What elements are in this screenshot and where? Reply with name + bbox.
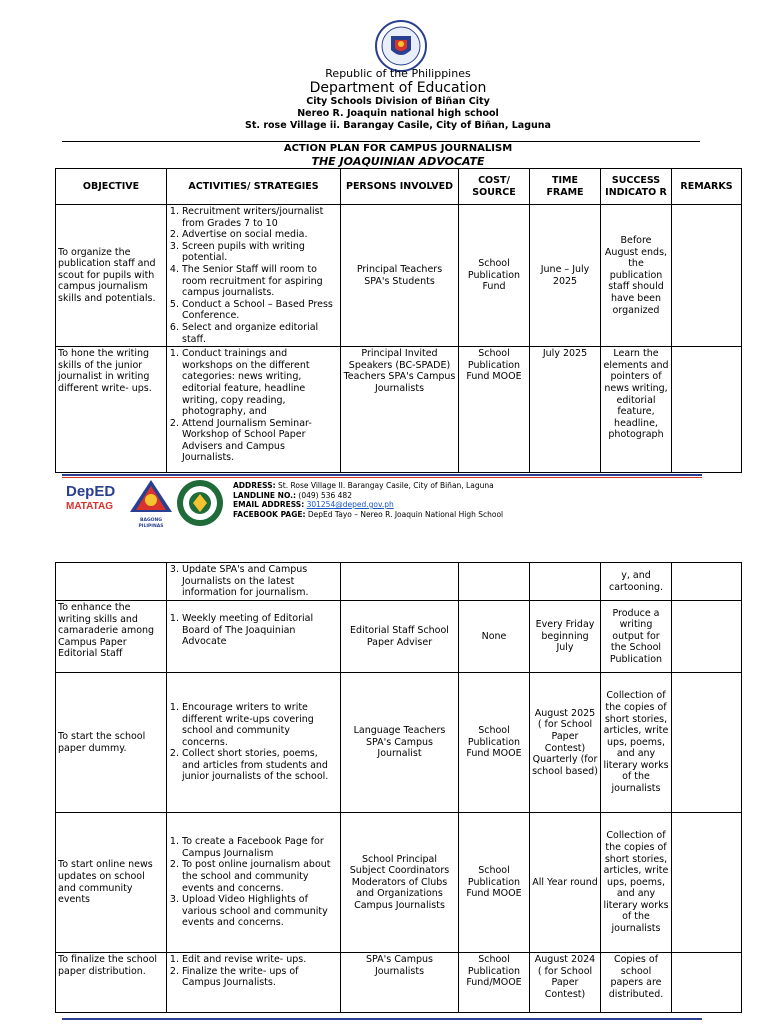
header-rule <box>62 141 700 142</box>
header-cost: COST/ SOURCE <box>459 169 530 205</box>
cost-cell: School Publication Fund MOOE <box>459 673 530 813</box>
cost-cell: School Publication Fund MOOE <box>459 347 530 473</box>
activity-item: 3. Screen pupils with writing potential. <box>182 241 338 264</box>
activity-item: 1. Encourage writers to write different write-ups covering school and community concerns. <box>182 702 338 748</box>
facebook-label: FACEBOOK PAGE: <box>233 509 306 519</box>
cost-cell <box>459 563 530 601</box>
success-cell: Before August ends, the publication staff should have been organized <box>601 205 672 347</box>
objective-cell: To enhance the writing skills and camaraderie among Campus Paper Editorial Staff <box>56 601 167 673</box>
activity-item: 5. Conduct a School – Based Press Conference. <box>182 299 338 322</box>
activity-item: 1. Edit and revise write- ups. <box>182 954 338 966</box>
activity-item: 3. Upload Video Highlights of various school and community events and concerns. <box>182 894 338 929</box>
objective-cell <box>56 563 167 601</box>
time-cell <box>530 563 601 601</box>
address-label: ADDRESS: <box>233 481 276 490</box>
table-row <box>56 953 742 1013</box>
activity-item: 2. Collect short stories, poems, and articles from students and junior journalists of the school. <box>182 748 338 783</box>
persons-cell: Principal Teachers SPA's Students <box>341 205 459 347</box>
matatag-logo-text: MATATAG <box>66 501 114 512</box>
time-cell: June – July 2025 <box>530 205 601 347</box>
activity-item: 2. Attend Journalism Seminar-Workshop of School Paper Advisers and Campus Journalists. <box>182 418 338 464</box>
activity-item: 2. Advertise on social media. <box>182 229 338 241</box>
remarks-cell <box>672 205 742 347</box>
activity-item: 2. To post online journalism about the school and community events and concerns. <box>182 859 338 894</box>
activity-item: 1. Recruitment writers/journalist from Grades 7 to 10 <box>182 206 338 229</box>
remarks-cell <box>672 563 742 601</box>
cost-cell: None <box>459 601 530 673</box>
persons-cell: SPA's Campus Journalists <box>341 953 459 1013</box>
bagong-pilipinas-logo-icon <box>128 478 174 529</box>
header-remarks: REMARKS <box>672 169 742 205</box>
activities-cell <box>167 205 341 347</box>
success-cell: Copies of school papers are distributed. <box>601 953 672 1013</box>
table-row <box>56 347 742 473</box>
footer-email-link[interactable]: 301254@deped.gov.ph <box>306 500 394 509</box>
activity-item: 1. To create a Facebook Page for Campus Journalism <box>182 836 338 859</box>
deped-logo-text: DepED <box>66 483 116 500</box>
activities-cell <box>167 563 341 601</box>
success-cell: y, and cartooning. <box>601 563 672 601</box>
remarks-cell <box>672 813 742 953</box>
school-seal-icon <box>176 479 224 527</box>
plan-title: ACTION PLAN FOR CAMPUS JOURNALISM <box>283 143 513 154</box>
action-plan-table-page1 <box>55 168 742 473</box>
objective-cell: To start the school paper dummy. <box>56 673 167 813</box>
activities-cell <box>167 813 341 953</box>
footer-landline: (049) 536 482 <box>298 490 352 500</box>
remarks-cell <box>672 347 742 473</box>
header-persons: PERSONS INVOLVED <box>341 169 459 205</box>
activities-cell <box>167 601 341 673</box>
activity-item: 1. Conduct trainings and workshops on the different categories: news writing, editorial feature, headline writing, copy reading, photography, and <box>182 348 338 418</box>
deped-matatag-logo <box>66 484 122 524</box>
activity-item: 2. Finalize the write- ups of Campus Journalists. <box>182 966 338 989</box>
objective-cell: To organize the publication staff and scout for pupils with campus journalism skills and potentials. <box>56 205 167 347</box>
table-row <box>56 205 742 347</box>
persons-cell: Principal Invited Speakers (BC-SPADE) Teachers SPA's Campus Journalists <box>341 347 459 473</box>
remarks-cell <box>672 953 742 1013</box>
division-text: City Schools Division of Biñan City <box>306 96 490 107</box>
activities-cell <box>167 347 341 473</box>
activities-cell <box>167 673 341 813</box>
persons-cell <box>341 563 459 601</box>
landline-label: LANDLINE NO.: <box>233 490 297 500</box>
activity-item: 3. Update SPA's and Campus Journalists on the latest information for journalism. <box>182 564 338 599</box>
success-cell: Collection of the copies of short stories, articles, write ups, poems, and any literary works of the journalists <box>601 813 672 953</box>
time-cell: All Year round <box>530 813 601 953</box>
cost-cell: School Publication Fund MOOE <box>459 813 530 953</box>
time-cell: Every Friday beginning July <box>530 601 601 673</box>
persons-cell: Editorial Staff School Paper Adviser <box>341 601 459 673</box>
plan-subtitle: THE JOAQUINIAN ADVOCATE <box>311 155 485 168</box>
footer-address: St. Rose Village II. Barangay Casile, City of Biñan, Laguna <box>278 481 494 490</box>
activities-cell <box>167 953 341 1013</box>
persons-cell: Language Teachers SPA's Campus Journalist <box>341 673 459 813</box>
remarks-cell <box>672 673 742 813</box>
cost-cell: School Publication Fund/MOOE <box>459 953 530 1013</box>
activity-item: 6. Select and organize editorial staff. <box>182 322 338 345</box>
header-time: TIME FRAME <box>530 169 601 205</box>
footer-facebook: DepEd Tayo – Nereo R. Joaquin National High School <box>307 509 504 519</box>
header-success: SUCCESS INDICATO R <box>601 169 672 205</box>
success-cell: Learn the elements and pointers of news writing, editorial feature, headline, photograph <box>601 347 672 473</box>
header-objective: OBJECTIVE <box>56 169 167 205</box>
table-row <box>56 601 742 673</box>
school-address-text: St. rose Village ii. Barangay Casile, City of Biñan, Laguna <box>245 120 551 131</box>
time-cell: August 2025 ( for School Paper Contest) Quarterly (for school based) <box>530 673 601 813</box>
objective-cell: To hone the writing skills of the junior journalist in writing different write- ups. <box>56 347 167 473</box>
department-text: Department of Education <box>309 80 487 96</box>
action-plan-table-page2 <box>55 562 742 1013</box>
table-row <box>56 673 742 813</box>
table-row <box>56 813 742 953</box>
time-cell: August 2024 ( for School Paper Contest) <box>530 953 601 1013</box>
objective-cell: To finalize the school paper distribution. <box>56 953 167 1013</box>
school-text: Nereo R. Joaquin national high school <box>297 108 499 119</box>
table-header-row <box>56 169 742 205</box>
objective-cell: To start online news updates on school and community events <box>56 813 167 953</box>
activity-item: 1. Weekly meeting of Editorial Board of The Joaquinian Advocate <box>182 613 338 648</box>
email-label: EMAIL ADDRESS: <box>233 500 305 509</box>
success-cell: Produce a writing output for the School Publication <box>601 601 672 673</box>
header-activities: ACTIVITIES/ STRATEGIES <box>167 169 341 205</box>
bagong-pilipinas-text: BAGONG PILIPINAS <box>138 518 164 529</box>
footer-rule <box>62 474 702 476</box>
footer-rule-page2 <box>62 1018 702 1020</box>
success-cell: Collection of the copies of short stories, articles, write ups, poems, and any literary works of the journalists <box>601 673 672 813</box>
deped-seal-icon <box>373 20 429 72</box>
remarks-cell <box>672 601 742 673</box>
time-cell: July 2025 <box>530 347 601 473</box>
cost-cell: School Publication Fund <box>459 205 530 347</box>
persons-cell: School Principal Subject Coordinators Moderators of Clubs and Organizations Campus Journalists <box>341 813 459 953</box>
republic-text: Republic of the Philippines <box>325 67 471 80</box>
footer-contact <box>233 481 703 519</box>
activity-item: 4. The Senior Staff will room to room recruitment for aspiring campus journalists. <box>182 264 338 299</box>
table-row <box>56 563 742 601</box>
